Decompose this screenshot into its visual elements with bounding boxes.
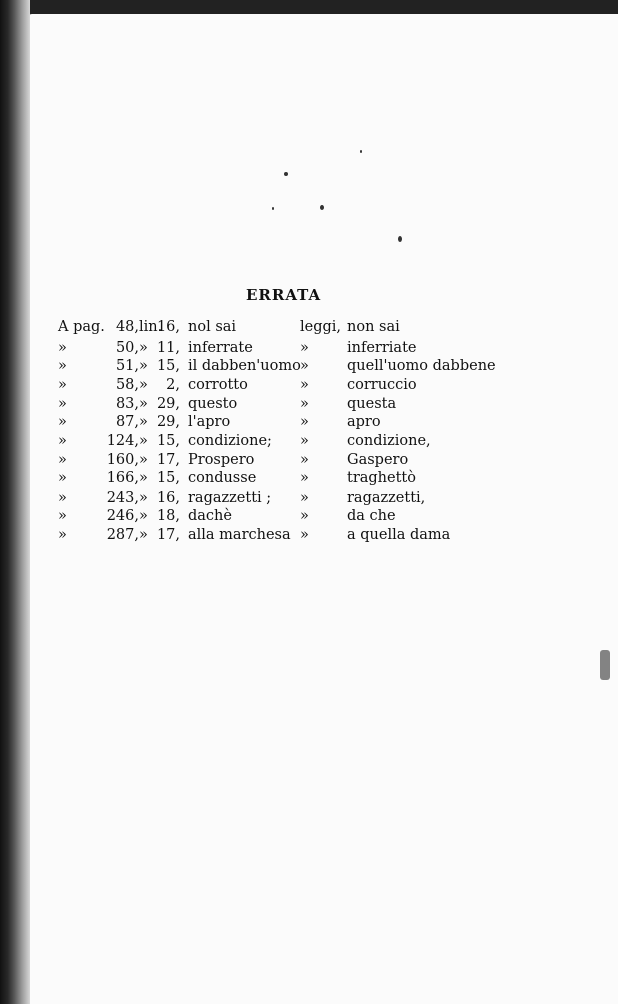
erroneous-text: questo <box>188 396 238 412</box>
errata-row <box>0 357 618 376</box>
errata-row <box>0 376 618 395</box>
page-number: 87, <box>115 414 139 430</box>
corrected-text: inferriate <box>347 340 417 356</box>
corrected-text: a quella dama <box>347 527 451 543</box>
erroneous-text: corrotto <box>188 377 248 393</box>
line-number: 29, <box>156 414 180 430</box>
line-label: lin. <box>139 319 163 335</box>
row-prefix: » <box>58 433 67 449</box>
errata-row <box>0 526 618 545</box>
erroneous-text: nol sai <box>188 319 237 335</box>
errata-row <box>0 451 618 470</box>
erroneous-text: condizione; <box>188 433 272 449</box>
erroneous-text: Prospero <box>188 452 255 468</box>
row-prefix: » <box>58 527 67 543</box>
row-prefix: » <box>58 358 67 374</box>
erroneous-text: condusse <box>188 470 257 486</box>
corrected-text: non sai <box>347 319 400 335</box>
errata-row <box>0 339 618 358</box>
errata-row <box>0 469 618 488</box>
read-marker: » <box>300 508 309 524</box>
ink-speck <box>600 650 610 680</box>
line-number: 15, <box>156 433 180 449</box>
erroneous-text: inferrate <box>188 340 253 356</box>
line-label: » <box>139 340 148 356</box>
errata-row <box>0 489 618 508</box>
corrected-text: quell'uomo dabbene <box>347 358 496 374</box>
ink-speck <box>284 172 288 176</box>
row-prefix: A pag. <box>58 319 105 335</box>
line-label: » <box>139 527 148 543</box>
corrected-text: condizione, <box>347 433 431 449</box>
line-number: 2, <box>166 377 180 393</box>
erroneous-text: il dabben'uomo <box>188 358 301 374</box>
corrected-text: Gaspero <box>347 452 409 468</box>
page-number: 83, <box>115 396 139 412</box>
line-number: 15, <box>156 358 180 374</box>
page-number: 243, <box>106 490 139 506</box>
line-label: » <box>139 377 148 393</box>
line-label: » <box>139 508 148 524</box>
line-label: » <box>139 490 148 506</box>
page-number: 160, <box>106 452 139 468</box>
corrected-text: traghettò <box>347 470 416 486</box>
erroneous-text: dachè <box>188 508 232 524</box>
read-marker: » <box>300 377 309 393</box>
corrected-text: ragazzetti, <box>347 490 426 506</box>
line-number: 29, <box>156 396 180 412</box>
row-prefix: » <box>58 452 67 468</box>
read-marker: » <box>300 358 309 374</box>
ink-speck <box>398 236 402 242</box>
corrected-text: da che <box>347 508 396 524</box>
errata-row <box>0 432 618 451</box>
page-number: 166, <box>106 470 139 486</box>
read-marker: » <box>300 490 309 506</box>
errata-row <box>0 395 618 414</box>
errata-row <box>0 507 618 526</box>
page-number: 124, <box>106 433 139 449</box>
read-marker: leggi, <box>300 319 342 335</box>
row-prefix: » <box>58 470 67 486</box>
line-label: » <box>139 433 148 449</box>
line-number: 18, <box>156 508 180 524</box>
page-number: 246, <box>106 508 139 524</box>
read-marker: » <box>300 527 309 543</box>
errata-title: ERRATA <box>246 286 322 304</box>
line-number: 17, <box>156 527 180 543</box>
read-marker: » <box>300 433 309 449</box>
line-label: » <box>139 358 148 374</box>
read-marker: » <box>300 470 309 486</box>
line-number: 16, <box>156 319 180 335</box>
ink-speck <box>360 150 362 153</box>
page-number: 48, <box>115 319 139 335</box>
corrected-text: corruccio <box>347 377 417 393</box>
errata-row <box>0 413 618 432</box>
line-number: 11, <box>156 340 180 356</box>
erroneous-text: l'apro <box>188 414 231 430</box>
page-number: 58, <box>115 377 139 393</box>
line-number: 15, <box>156 470 180 486</box>
erroneous-text: alla marchesa <box>188 527 291 543</box>
erroneous-text: ragazzetti ; <box>188 490 272 506</box>
page-number: 287, <box>106 527 139 543</box>
page-number: 51, <box>115 358 139 374</box>
row-prefix: » <box>58 508 67 524</box>
read-marker: » <box>300 340 309 356</box>
read-marker: » <box>300 414 309 430</box>
read-marker: » <box>300 452 309 468</box>
ink-speck <box>320 205 324 210</box>
row-prefix: » <box>58 340 67 356</box>
line-label: » <box>139 396 148 412</box>
read-marker: » <box>300 396 309 412</box>
page-number: 50, <box>115 340 139 356</box>
row-prefix: » <box>58 414 67 430</box>
errata-row <box>0 318 618 337</box>
line-number: 16, <box>156 490 180 506</box>
row-prefix: » <box>58 396 67 412</box>
corrected-text: questa <box>347 396 397 412</box>
corrected-text: apro <box>347 414 381 430</box>
ink-speck <box>272 207 274 210</box>
line-label: » <box>139 414 148 430</box>
line-label: » <box>139 452 148 468</box>
row-prefix: » <box>58 377 67 393</box>
row-prefix: » <box>58 490 67 506</box>
line-label: » <box>139 470 148 486</box>
line-number: 17, <box>156 452 180 468</box>
